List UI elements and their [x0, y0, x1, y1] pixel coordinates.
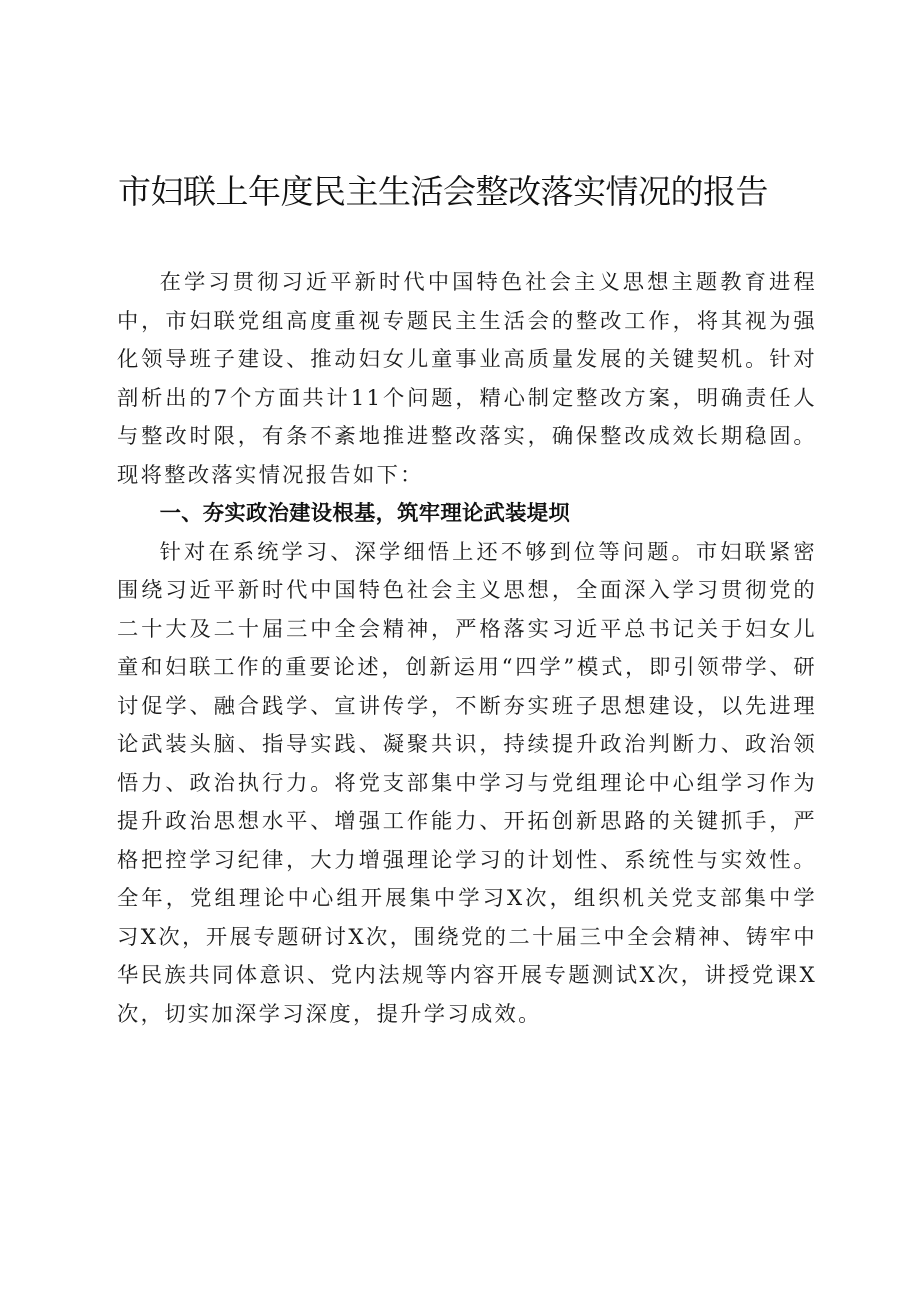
document-title: 市妇联上年度民主生活会整改落实情况的报告: [118, 172, 768, 211]
intro-paragraph: 在学习贯彻习近平新时代中国特色社会主义思想主题教育进程中，市妇联党组高度重视专题民主生活会的整改工作，将其视为强化领导班子建设、推动妇女儿童事业高质量发展的关键契机。针对剖析出的7个方面共计11个问题，精心制定整改方案，明确责任人与整改时限，有条不紊地推进整改落实，确保整改成效长期稳固。现将整改落实情况报告如下：: [117, 270, 817, 488]
section-heading-1: 一、夯实政治建设根基，筑牢理论武装堤坝: [159, 501, 570, 526]
section-paragraph-1: 针对在系统学习、深学细悟上还不够到位等问题。市妇联紧密围绕习近平新时代中国特色社会主义思想，全面深入学习贯彻党的二十大及二十届三中全会精神，严格落实习近平总书记关于妇女儿童和妇联工作的重要论述，创新运用“四学”模式，即引领带学、研讨促学、融合践学、宣讲传学，不断夯实班子思想建设，以先进理论武装头脑、指导实践、凝聚共识，持续提升政治判断力、政治领悟力、政治执行力。将党支部集中学习与党组理论中心组学习作为提升政治思想水平、增强工作能力、开拓创新思路的关键抓手，严格把控学习纪律，大力增强理论学习的计划性、系统性与实效性。全年，党组理论中心组开展集中学习X次，组织机关党支部集中学习X次，开展专题研讨X次，围绕党的二十届三中全会精神、铸牢中华民族共同体意识、党内法规等内容开展专题测试X次，讲授党课X次，切实加深学习深度，提升学习成效。: [117, 539, 817, 1027]
document-body: [117, 264, 817, 1034]
